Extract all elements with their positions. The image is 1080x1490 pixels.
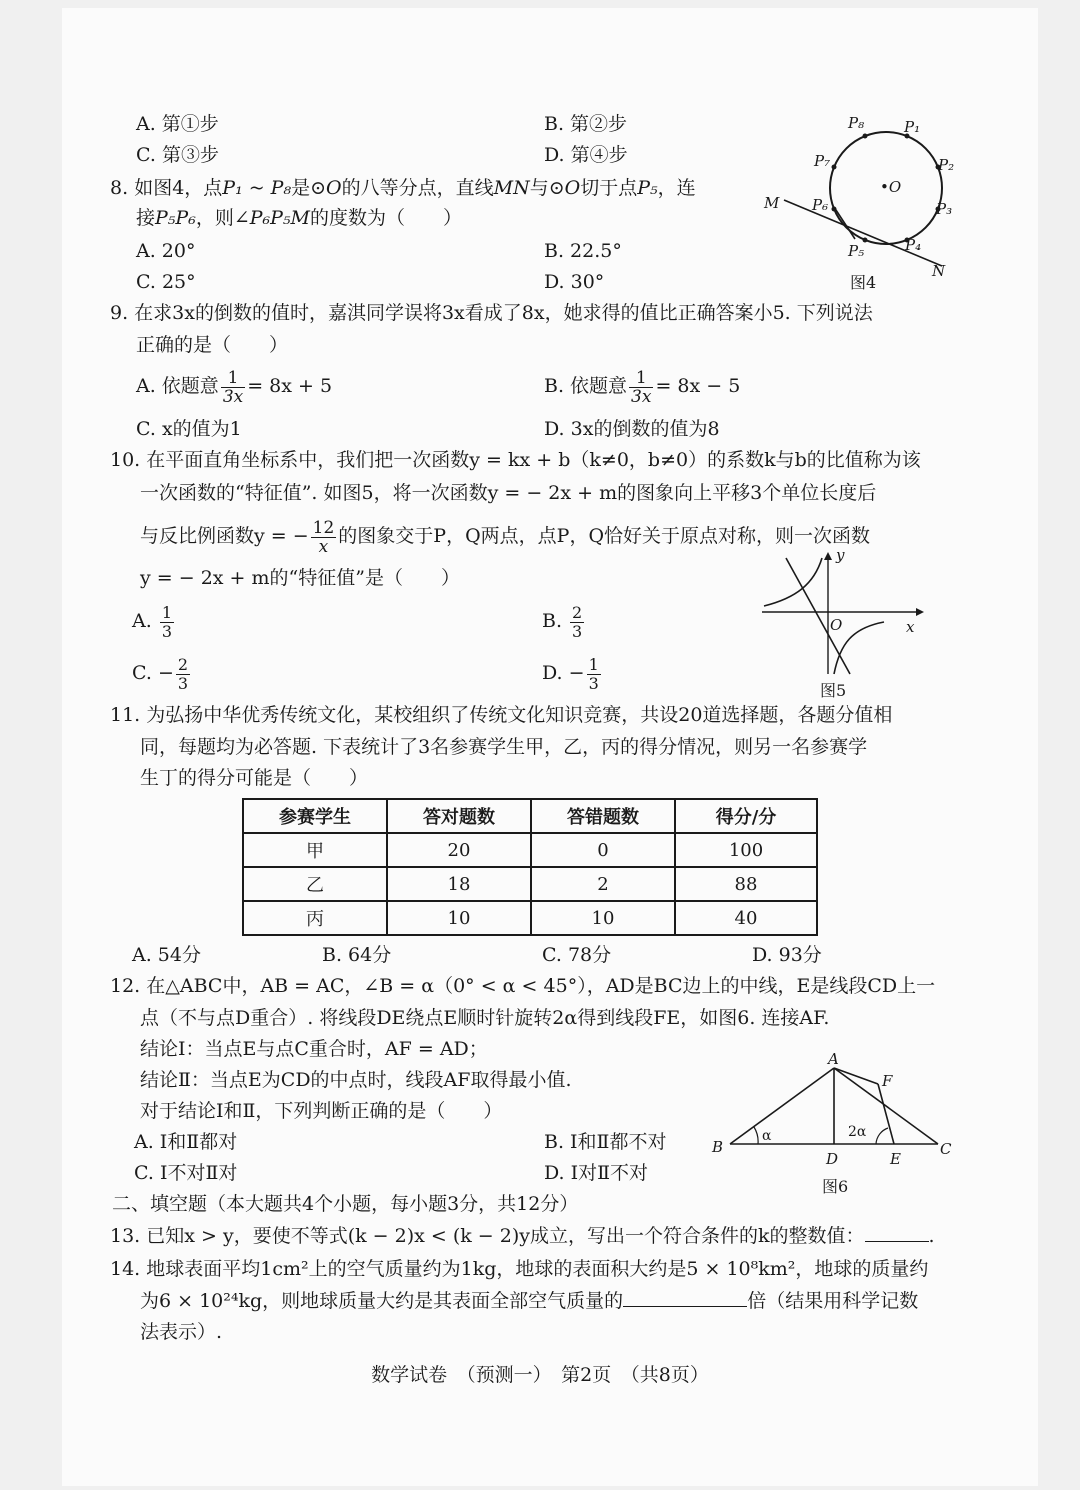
q9-option-a: A. 依题意 $\frac{1}{3x}$ = 8x + 5: [136, 367, 333, 407]
q9-option-c: C. x的值为1: [136, 418, 242, 440]
figure-5: [756, 548, 936, 700]
table-cell: 0: [531, 833, 675, 867]
fig4-label-p6: P₆: [812, 196, 829, 214]
q7-option-c: C. 第③步: [136, 144, 219, 166]
fig4-label-p3: P₃: [936, 200, 953, 218]
table-header: 答对题数: [387, 799, 531, 833]
fig5-x-label: x: [906, 618, 915, 636]
q11-line-3: 生丁的得分可能是（ ）: [140, 767, 369, 789]
table-cell: 丙: [243, 901, 387, 935]
q12-option-a: A. Ⅰ和Ⅱ都对: [134, 1131, 238, 1153]
table-cell: 乙: [243, 867, 387, 901]
fig4-label-p8: P₈: [848, 114, 865, 132]
q10-line-3: 与反比例函数y = − $\frac{12}{x}$ 的图象交于P，Q两点，点P，Q恰好关于原点对称，则一次函数: [140, 517, 871, 557]
fig6-label-2alpha: 2α: [848, 1124, 867, 1140]
fig4-label-p1: P₁: [904, 118, 921, 136]
q12-line-3: 结论Ⅰ：当点E与点C重合时，AF = AD；: [140, 1038, 488, 1060]
fig4-label-o: •O: [880, 178, 902, 196]
table-row: [243, 867, 817, 901]
q11-line-1: 11. 为弘扬中华优秀传统文化，某校组织了传统文化知识竞赛，共设20道选择题，各题分值相: [110, 704, 893, 726]
q14-line-2: 为6 × 10²⁴kg，则地球质量大约是其表面全部空气质量的 倍（结果用科学记数: [140, 1290, 919, 1312]
q12-line-2: 点（不与点D重合）. 将线段DE绕点E顺时针旋转2α得到线段FE，如图6. 连接AF.: [140, 1007, 830, 1029]
fig6-label-a: A: [828, 1052, 839, 1068]
table-cell: 100: [675, 833, 817, 867]
fig6-label-d: D: [826, 1150, 839, 1168]
q10-line-2: 一次函数的“特征值”. 如图5，将一次函数y = − 2x + m的图象向上平移3个单位长度后: [140, 482, 877, 504]
q8-option-a: A. 20°: [136, 240, 196, 262]
q12-line-1: 12. 在△ABC中，AB = AC，∠B = α（0° < α < 45°），AD是BC边上的中线，E是线段CD上一: [110, 975, 936, 997]
table-row: [243, 901, 817, 935]
q11-line-2: 同，每题均为必答题. 下表统计了3名参赛学生甲，乙，丙的得分情况，则另一名参赛学: [140, 736, 868, 758]
table-header: 答错题数: [531, 799, 675, 833]
score-table: [242, 798, 818, 936]
q8-line-2: 接P₅P₆，则∠P₆P₅M的度数为（ ）: [136, 207, 463, 229]
q12-option-d: D. Ⅰ对Ⅱ不对: [544, 1162, 649, 1184]
fig4-label-p5: P₅: [848, 242, 865, 260]
q13-answer-blank[interactable]: [865, 1241, 929, 1242]
table-cell: 88: [675, 867, 817, 901]
fig5-origin-label: O: [830, 616, 843, 634]
q10-option-b: B. $\frac{2}{3}$: [542, 602, 583, 641]
q9-option-b: B. 依题意 $\frac{1}{3x}$ = 8x − 5: [544, 367, 741, 407]
q14-answer-blank[interactable]: [623, 1306, 747, 1307]
table-row: [243, 833, 817, 867]
fig4-label-p2: P₂: [938, 156, 955, 174]
q14-line-1: 14. 地球表面平均1cm²上的空气质量约为1kg，地球的表面积大约是5 × 10⁸km²，地球的质量约: [110, 1258, 929, 1280]
q11-option-a: A. 54分: [132, 944, 201, 966]
q14-line-3: 法表示）.: [140, 1321, 223, 1343]
q10-option-d: D. − $\frac{1}{3}$: [542, 654, 599, 693]
q12-line-4: 结论Ⅱ：当点E为CD的中点时，线段AF取得最小值.: [140, 1069, 572, 1091]
q10-option-c: C. − $\frac{2}{3}$: [132, 654, 189, 693]
table-cell: 18: [387, 867, 531, 901]
table-cell: 20: [387, 833, 531, 867]
fig6-label-c: C: [940, 1140, 952, 1158]
table-header: 参赛学生: [243, 799, 387, 833]
q7-option-d: D. 第④步: [544, 144, 628, 166]
q8-option-b: B. 22.5°: [544, 240, 622, 262]
fig4-label-m: M: [764, 194, 780, 212]
q13-line: 13. 已知x > y，要使不等式(k − 2)x < (k − 2)y成立，写出一个符合条件的k的整数值： .: [110, 1225, 935, 1247]
fig5-caption: 图5: [820, 681, 847, 700]
q8-line-1: 8. 如图4，点P₁ ~ P₈是⊙O的八等分点，直线MN与⊙O切于点P₅，连: [110, 177, 696, 199]
figure-6: [706, 1052, 966, 1198]
fig4-label-p4: P₄: [905, 236, 922, 254]
q9-option-d: D. 3x的倒数的值为8: [544, 418, 720, 440]
q10-line-4: y = − 2x + m的“特征值”是（ ）: [140, 567, 460, 589]
table-header-row: [243, 799, 817, 833]
q9-line-2: 正确的是（ ）: [136, 334, 289, 356]
table-cell: 10: [531, 901, 675, 935]
table-cell: 2: [531, 867, 675, 901]
fig6-label-f: F: [882, 1072, 893, 1090]
table-header: 得分/分: [675, 799, 817, 833]
q12-line-5: 对于结论Ⅰ和Ⅱ，下列判断正确的是（ ）: [140, 1100, 503, 1122]
fig5-y-label: y: [836, 548, 845, 564]
table-cell: 10: [387, 901, 531, 935]
q8-option-c: C. 25°: [136, 271, 196, 293]
q7-option-b: B. 第②步: [544, 113, 628, 135]
q8-option-d: D. 30°: [544, 271, 605, 293]
q10-line-1: 10. 在平面直角坐标系中，我们把一次函数y = kx + b（k≠0，b≠0）的系数k与b的比值称为该: [110, 449, 921, 471]
page-footer: 数学试卷 （预测一） 第2页 （共8页）: [371, 1364, 709, 1386]
q7-option-a: A. 第①步: [136, 113, 219, 135]
table-cell: 40: [675, 901, 817, 935]
q11-option-c: C. 78分: [542, 944, 612, 966]
table-cell: 甲: [243, 833, 387, 867]
q12-option-c: C. Ⅰ不对Ⅱ对: [134, 1162, 238, 1184]
fig4-label-p7: P₇: [814, 152, 831, 170]
fig6-caption: 图6: [822, 1177, 849, 1196]
section-2-title: 二、填空题（本大题共4个小题，每小题3分，共12分）: [112, 1193, 579, 1215]
fig6-label-alpha: α: [762, 1128, 772, 1144]
q11-option-d: D. 93分: [752, 944, 822, 966]
q9-line-1: 9. 在求3x的倒数的值时，嘉淇同学误将3x看成了8x，她求得的值比正确答案小5. 下列说法: [110, 302, 873, 324]
q11-option-b: B. 64分: [322, 944, 392, 966]
fig6-label-e: E: [890, 1150, 901, 1168]
fig4-caption: 图4: [850, 273, 877, 292]
q12-option-b: B. Ⅰ和Ⅱ都不对: [544, 1131, 667, 1153]
fig4-label-n: N: [932, 262, 946, 280]
figure-4: [756, 108, 966, 298]
q10-option-a: A. $\frac{1}{3}$: [132, 602, 172, 641]
fig6-label-b: B: [712, 1138, 724, 1156]
